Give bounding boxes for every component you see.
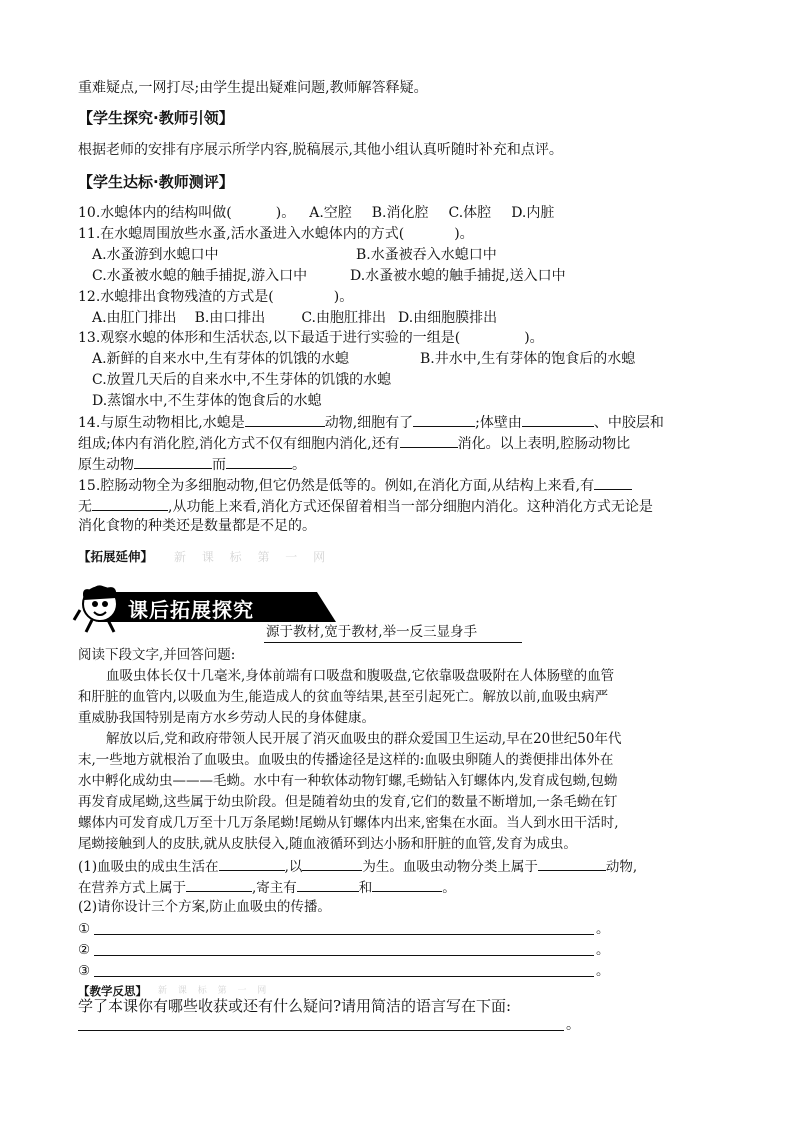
question-15-line-2: [78, 495, 653, 517]
q13-close: )。: [524, 330, 544, 346]
question-15-line-3: 消化食物的种类还是数量都是不足的。: [78, 518, 316, 534]
q13-option-b: B.井水中,生有芽体的饱食后的水螅: [420, 351, 636, 367]
reading-p1-line-2: 和肝脏的血管内,以吸血为生,能造成人的贫血等结果,甚至引起死亡。解放以前,血吸虫病严: [78, 689, 609, 705]
question-10: [78, 203, 554, 223]
question-11: [78, 224, 474, 244]
plan-3-marker: ③: [78, 963, 91, 979]
q15-text-2: 无: [78, 499, 92, 515]
reading-p2-line-6: 尾蚴接触到人的皮肤,就从皮肤侵入,随血液循环到达小肠和肝脏的血管,发育为成虫。: [78, 836, 577, 852]
q11-option-c: C.水蚤被水螅的触手捕捉,游入口中: [92, 268, 308, 284]
rq1-text-5: 在营养方式上属于: [78, 880, 186, 896]
q14-text-8: 而: [212, 457, 226, 473]
q14-text-9: 。: [292, 457, 306, 473]
q12-close: )。: [333, 289, 354, 305]
section-text-explore: 根据老师的安排有序展示所学内容,脱稿展示,其他小组认真听随时补充和点评。: [78, 142, 563, 158]
q14-blank-1[interactable]: [245, 411, 325, 427]
question-12: [78, 287, 353, 307]
q12-stem: 12.水螅排出食物残渣的方式是(: [78, 289, 274, 305]
rq1-text-8: 。: [442, 880, 456, 896]
rq1-text-1: (1)血吸虫的成虫生活在: [78, 859, 219, 875]
rq1-text-6: ,寄主有: [252, 880, 297, 896]
plan-3-answer-line[interactable]: [94, 976, 594, 977]
q14-blank-4[interactable]: [400, 432, 458, 448]
q14-text-3: ;体壁由: [475, 415, 522, 431]
q12-option-c: C.由胞肛排出: [301, 310, 386, 326]
q14-text-4: 、中胶层和: [593, 415, 664, 431]
q13-option-c: C.放置几天后的自来水中,不生芽体的饥饿的水螅: [92, 372, 392, 388]
reading-q1-line-2: [78, 876, 456, 898]
watermark-extension: 新 课 标 第 一 网: [174, 550, 332, 564]
rq1-blank-4[interactable]: [186, 876, 252, 892]
mascot-icon: [72, 582, 132, 634]
q10-option-c: C.体腔: [448, 205, 492, 221]
rq1-text-4: 动物,: [605, 859, 638, 875]
q12-option-a: A.由肛门排出: [92, 310, 177, 326]
q14-blank-6[interactable]: [226, 453, 292, 469]
plan-3-end: 。: [596, 963, 610, 979]
q13-stem: 13.观察水螅的体形和生活状态,以下最适于进行实验的一组是(: [78, 330, 461, 346]
q15-blank-2[interactable]: [92, 495, 168, 511]
watermark-reflection: 新 课 标 第 一 网: [158, 986, 271, 996]
q15-blank-1[interactable]: [594, 474, 632, 490]
q11-stem: 11.在水螅周围放些水蚤,活水蚤进入水螅体内的方式(: [78, 226, 405, 242]
rq1-text-7: 和: [358, 880, 373, 896]
question-14-line-1: [78, 411, 664, 433]
q11-close: )。: [454, 226, 474, 242]
reflection-end: 。: [566, 1017, 580, 1033]
q12-option-d: D.由细胞膜排出: [397, 310, 498, 326]
q14-text-7: 原生动物: [78, 457, 134, 473]
rq1-text-2: ,以: [284, 859, 303, 875]
section-title-reflection: 【教学反思】: [78, 984, 147, 998]
reading-p2-line-3: 水中孵化成幼虫———毛蚴。水中有一种软体动物钉螺,毛蚴钻入钉螺体内,发育成包蚴,包蚴: [78, 773, 618, 789]
banner-subtitle-underline: [264, 642, 522, 643]
q10-stem: 10.水螅体内的结构叫做(: [78, 205, 232, 221]
plan-1-end: 。: [596, 921, 610, 937]
question-13: [78, 328, 544, 348]
section-title-explore: 【学生探究·教师引领】: [78, 109, 234, 127]
reading-p2-line-2: 末,一些地方就根治了血吸虫。血吸虫的传播途径是这样的:血吸虫卵随人的粪便排出体外在: [78, 752, 614, 768]
q11-option-d: D.水蚤被水螅的触手捕捉,送入口中: [350, 268, 566, 284]
q10-option-d: D.内脏: [511, 205, 555, 221]
rq1-text-3: 为生。血吸虫动物分类上属于: [362, 859, 538, 875]
reading-p2-line-1: 解放以后,党和政府带领人民开展了消灭血吸虫的群众爱国卫生运动,早在20世纪50年代: [106, 731, 622, 747]
question-14-line-3: [78, 453, 306, 475]
section-title-extension: 【拓展延伸】: [78, 549, 154, 564]
q14-text-6: 消化。以上表明,腔肠动物比: [457, 436, 631, 452]
q10-close: )。: [275, 205, 296, 221]
reflection-answer-line[interactable]: [78, 1030, 564, 1031]
reading-q2: (2)请你设计三个方案,防止血吸虫的传播。: [78, 899, 331, 915]
plan-2-answer-line[interactable]: [94, 955, 594, 956]
plan-1-answer-line[interactable]: [94, 934, 594, 935]
q14-text-5: 组成;体内有消化腔,消化方式不仅有细胞内消化,还有: [78, 436, 400, 452]
banner-title: 课后拓展探究: [128, 598, 254, 622]
reading-p1-line-3: 重威胁我国特别是南方水乡劳动人民的身体健康。: [78, 710, 375, 726]
intro-line: 重难疑点,一网打尽;由学生提出疑难问题,教师解答释疑。: [78, 80, 428, 96]
q13-option-a: A.新鲜的自来水中,生有芽体的饥饿的水螅: [92, 351, 350, 367]
reading-p2-line-5: 螺体内可发育成几万至十几万条尾蚴!尾蚴从钉螺体内出来,密集在水面。当人到水田干活时,: [78, 815, 619, 831]
banner-subtitle: 源于教材,宽于教材,举一反三显身手: [266, 624, 478, 640]
plan-2-marker: ②: [78, 942, 91, 958]
reading-prompt: 阅读下段文字,并回答问题:: [78, 647, 236, 663]
q15-text-1: 15.腔肠动物全为多细胞动物,但它仍然是低等的。例如,在消化方面,从结构上来看,有: [78, 478, 595, 494]
reflection-prompt: 学了本课你有哪些收获或还有什么疑问?请用简洁的语言写在下面:: [78, 997, 512, 1015]
question-15-line-1: [78, 474, 632, 496]
q14-text-1: 14.与原生动物相比,水螅是: [78, 415, 245, 431]
question-14-line-2: [78, 432, 630, 454]
q14-blank-5[interactable]: [134, 453, 212, 469]
rq1-blank-6[interactable]: [372, 876, 442, 892]
q13-option-d: D.蒸馏水中,不生芽体的饱食后的水螅: [92, 393, 322, 409]
rq1-blank-2[interactable]: [302, 855, 362, 871]
rq1-blank-3[interactable]: [538, 855, 606, 871]
q12-option-b: B.由口排出: [194, 310, 266, 326]
reading-p1-line-1: 血吸虫体长仅十几毫米,身体前端有口吸盘和腹吸盘,它依靠吸盘吸附在人体肠壁的血管: [106, 668, 615, 684]
reading-p2-line-4: 再发育成尾蚴,这些属于幼虫阶段。但是随着幼虫的发育,它们的数量不断增加,一条毛蚴在钉: [78, 794, 618, 810]
q11-option-b: B.水蚤被吞入水螅口中: [356, 247, 497, 263]
q10-option-a: A.空腔: [309, 205, 352, 221]
q10-option-b: B.消化腔: [371, 205, 429, 221]
q14-blank-2[interactable]: [413, 411, 475, 427]
q15-text-3: ,从功能上来看,消化方式还保留着相当一部分细胞内消化。这种消化方式无论是: [168, 499, 653, 515]
rq1-blank-5[interactable]: [297, 876, 359, 892]
rq1-blank-1[interactable]: [219, 855, 285, 871]
plan-1-marker: ①: [78, 921, 91, 937]
banner: [72, 582, 272, 634]
q12-options: [92, 308, 497, 328]
plan-2-end: 。: [596, 942, 610, 958]
section-title-assessment: 【学生达标·教师测评】: [78, 173, 234, 191]
reading-q1-line-1: [78, 855, 637, 877]
q14-blank-3[interactable]: [522, 411, 594, 427]
q14-text-2: 动物,细胞有了: [324, 415, 414, 431]
q11-option-a: A.水蚤游到水螅口中: [92, 247, 219, 263]
